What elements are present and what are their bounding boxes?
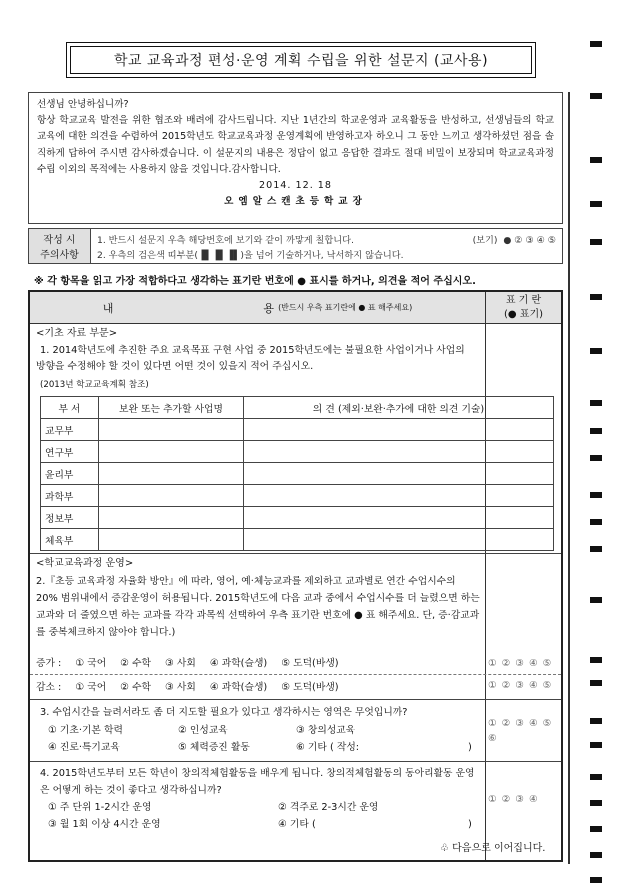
section1-title: <기초 자료 부문> bbox=[36, 328, 118, 339]
dept-name: 교무부 bbox=[41, 419, 99, 441]
subject-option[interactable]: ② 수학 bbox=[120, 682, 151, 693]
notice-line-1: 1. 반드시 설문지 우측 해당번호에 보기와 같이 까맣게 칠합니다. bbox=[97, 234, 354, 246]
timing-mark bbox=[590, 157, 602, 163]
project-cell[interactable] bbox=[99, 419, 244, 441]
question-2: 2.『초등 교육과정 자율화 방안』에 따라, 영어, 예·체능교과를 제외하고 교과별로 연간 수업시수의 20% 범위내에서 증감운영이 허용됩니다. 2015학년도에 다음 교과 중에서 수업시수를 더 늘렸으면 하는 교과와 더 줄였으면 하는 교과를 각각 과목씩 선택하여 우측 표기란 번호에 ● 표 해주세요. 단, 증·감교과를 중복체크하지 않아야 합니다.) bbox=[36, 576, 480, 638]
q3-marks-extra[interactable]: ⑥ bbox=[488, 733, 498, 744]
question-3: 3. 수업시간을 늘려서라도 좀 더 지도할 필요가 있다고 생각하시는 영역은 무엇입니까? bbox=[40, 707, 408, 718]
q3-option[interactable]: ① 기초·기본 학력 bbox=[48, 725, 123, 736]
project-col-header: 보완 또는 추가할 사업명 bbox=[99, 397, 244, 419]
project-cell[interactable] bbox=[99, 441, 244, 463]
timing-mark bbox=[590, 800, 602, 806]
question-4: 4. 2015학년도부터 모든 학년이 창의적체험활동을 배우게 됩니다. 창의적체험활동의 동아리활동 운영은 어떻게 하는 것이 좋다고 생각하십니까? bbox=[40, 768, 475, 796]
decrease-row bbox=[36, 680, 486, 696]
project-cell[interactable] bbox=[99, 529, 244, 551]
timing-mark bbox=[590, 852, 602, 858]
department-table bbox=[40, 396, 554, 551]
timing-mark bbox=[590, 294, 602, 300]
notice-example-marks: ● ② ③ ④ ⑤ bbox=[503, 234, 556, 246]
timing-mark bbox=[590, 428, 602, 434]
header-mark-note: (● 표기) bbox=[503, 308, 544, 320]
q4-option[interactable]: ③ 월 1회 이상 4시간 운영 bbox=[48, 819, 161, 830]
opinion-col-header: 의 견 (제외·보완·추가에 대한 의견 기술) bbox=[244, 397, 554, 419]
header-content-note: (반드시 우측 표기란에 ● 표 해주세요) bbox=[278, 303, 413, 312]
dept-name: 윤리부 bbox=[41, 463, 99, 485]
notice-label-1: 작성 시 bbox=[43, 235, 76, 246]
section2-title: <학교교육과정 운영> bbox=[36, 558, 134, 569]
table-row bbox=[41, 507, 554, 529]
decrease-marks[interactable]: ① ② ③ ④ ⑤ bbox=[488, 680, 553, 691]
increase-marks[interactable]: ① ② ③ ④ ⑤ bbox=[488, 658, 553, 669]
subject-option[interactable]: ⑤ 도덕(바생) bbox=[281, 682, 339, 693]
question-1-ref: (2013년 학교교육계획 참조) bbox=[40, 380, 149, 390]
timing-mark bbox=[590, 597, 602, 603]
project-cell[interactable] bbox=[99, 485, 244, 507]
subject-option[interactable]: ② 수학 bbox=[120, 658, 151, 669]
project-cell[interactable] bbox=[99, 463, 244, 485]
header-content-b: 용 bbox=[263, 301, 275, 315]
dept-name: 정보부 bbox=[41, 507, 99, 529]
q4-option-close: ) bbox=[468, 819, 472, 830]
subject-option[interactable]: ⑤ 도덕(바생) bbox=[281, 658, 339, 669]
timing-mark bbox=[590, 877, 602, 883]
q4-option[interactable]: ① 주 단위 1-2시간 운영 bbox=[48, 802, 152, 813]
dept-col-header: 부 서 bbox=[41, 397, 99, 419]
notice-line-2: 2. 우측의 검은색 띠부분(▐▌▐▌▐▌)을 넘어 기술하거나, 낙서하지 않습니다. bbox=[97, 249, 404, 261]
notice-label-2: 주의사항 bbox=[40, 250, 79, 261]
subject-option[interactable]: ③ 사회 bbox=[165, 682, 196, 693]
survey-title: 학교 교육과정 편성·운영 계획 수립을 위한 설문지 (교사용) bbox=[113, 53, 489, 69]
timing-mark bbox=[590, 239, 602, 245]
question-1: 1. 2014학년도에 추진한 주요 교육목표 구현 사업 중 2015학년도에는 불필요한 사업이거나 사업의 방향을 수정해야 할 것이 있다면 어떤 것이 있을지 적어 주십시오. bbox=[36, 345, 465, 372]
timing-mark bbox=[590, 657, 602, 663]
increase-row bbox=[36, 656, 486, 672]
opinion-cell[interactable] bbox=[244, 529, 554, 551]
intro-school: 오엠알스캔초등학교장 bbox=[224, 196, 367, 208]
q3-option-close: ) bbox=[468, 742, 472, 753]
instruction: ※ 각 항목을 읽고 가장 적합하다고 생각하는 표기란 번호에 ● 표시를 하거나, 의견을 적어 주십시오. bbox=[34, 276, 476, 287]
opinion-cell[interactable] bbox=[244, 507, 554, 529]
table-row bbox=[41, 463, 554, 485]
dept-name: 체육부 bbox=[41, 529, 99, 551]
timing-mark bbox=[590, 201, 602, 207]
notice-example-label: (보기) bbox=[472, 234, 498, 246]
timing-mark bbox=[590, 680, 602, 686]
intro-body: 항상 학교교육 발전을 위한 협조와 배려에 감사드립니다. 지난 1년간의 학교운영과 교육활동을 반성하고, 선생님들의 학교 교육에 대한 의견을 수렴하여 2015학년도 학교교육과정 운영계획에 반영하고자 하오니 그 동안 느끼고 생각하셨던 점을 솔직하게 답하여 주시면 감사하겠습니다. 이 설문지의 내용은 정답이 없고 응답한 결과도 절대 비밀이 보장되며 학교교육과정 수립 이외의 목적에는 사용하지 않을 것입니다.감사합니다. bbox=[37, 115, 554, 175]
timing-mark bbox=[590, 400, 602, 406]
timing-mark bbox=[590, 519, 602, 525]
timing-mark bbox=[590, 546, 602, 552]
header-content-a: 내 bbox=[102, 301, 114, 315]
q3-option[interactable]: ⑥ 기타 ( 작성: bbox=[296, 742, 360, 753]
q3-marks[interactable]: ① ② ③ ④ ⑤ bbox=[488, 718, 553, 729]
timing-mark bbox=[590, 93, 602, 99]
continue-note: ♧ 다음으로 이어집니다. bbox=[440, 843, 546, 854]
table-row bbox=[41, 485, 554, 507]
dept-name: 과학부 bbox=[41, 485, 99, 507]
q4-option[interactable]: ④ 기타 ( bbox=[278, 819, 316, 830]
table-row bbox=[41, 419, 554, 441]
opinion-cell[interactable] bbox=[244, 485, 554, 507]
timing-mark bbox=[590, 41, 602, 47]
table-row bbox=[41, 441, 554, 463]
timing-mark bbox=[590, 492, 602, 498]
q3-option[interactable]: ④ 진로·특기교육 bbox=[48, 742, 120, 753]
subject-option[interactable]: ④ 과학(슬생) bbox=[209, 658, 268, 669]
increase-label: 증가 : bbox=[36, 658, 62, 669]
timing-mark bbox=[590, 826, 602, 832]
subject-option[interactable]: ① 국어 bbox=[75, 682, 107, 693]
opinion-cell[interactable] bbox=[244, 463, 554, 485]
dept-name: 연구부 bbox=[41, 441, 99, 463]
header-mark-title: 표 기 란 bbox=[505, 294, 542, 306]
timing-mark bbox=[590, 455, 602, 461]
subject-option[interactable]: ③ 사회 bbox=[165, 658, 196, 669]
decrease-label: 감소 : bbox=[36, 682, 62, 693]
table-row bbox=[41, 529, 554, 551]
timing-mark bbox=[590, 348, 602, 354]
survey-table bbox=[28, 290, 563, 862]
intro-date: 2014. 12. 18 bbox=[258, 180, 333, 192]
project-cell[interactable] bbox=[99, 507, 244, 529]
margin-rule bbox=[568, 92, 570, 864]
survey-title-box bbox=[66, 42, 536, 78]
opinion-cell[interactable] bbox=[244, 441, 554, 463]
intro-box bbox=[28, 92, 563, 224]
q3-option[interactable]: ③ 창의성교육 bbox=[296, 725, 356, 736]
table-header bbox=[30, 292, 561, 324]
timing-mark bbox=[590, 742, 602, 748]
subject-option[interactable]: ① 국어 bbox=[75, 658, 107, 669]
intro-greeting: 선생님 안녕하십니까? bbox=[37, 99, 129, 110]
opinion-cell[interactable] bbox=[244, 419, 554, 441]
q4-marks[interactable]: ① ② ③ ④ bbox=[488, 794, 539, 805]
subject-option[interactable]: ④ 과학(슬생) bbox=[209, 682, 268, 693]
q3-option[interactable]: ⑤ 체력증진 활동 bbox=[178, 742, 250, 753]
timing-mark bbox=[590, 718, 602, 724]
q4-option[interactable]: ② 격주로 2-3시간 운영 bbox=[278, 802, 379, 813]
timing-mark bbox=[590, 774, 602, 780]
q3-option[interactable]: ② 인성교육 bbox=[178, 725, 228, 736]
notice-box bbox=[28, 228, 563, 264]
